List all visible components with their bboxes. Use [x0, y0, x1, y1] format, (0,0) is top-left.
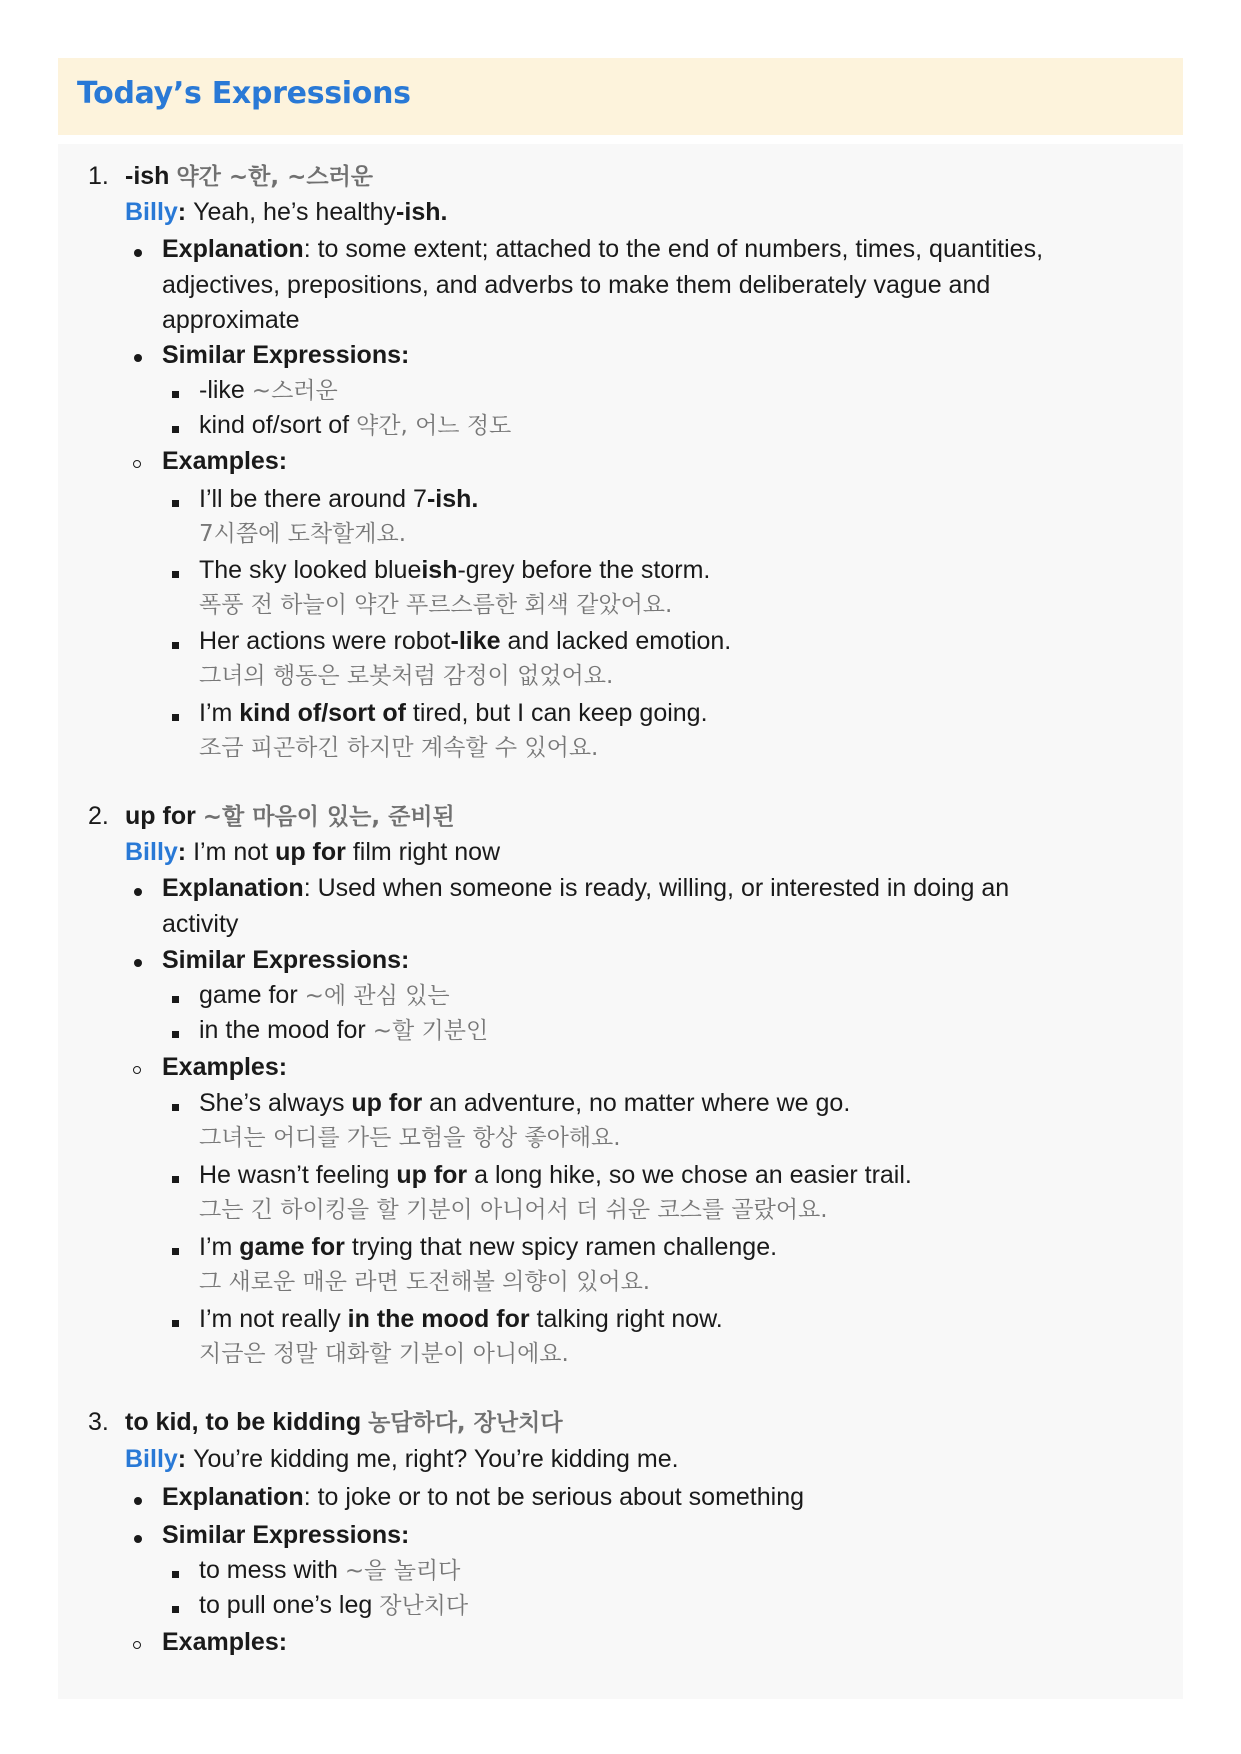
item-number: 1.: [88, 162, 109, 190]
bullet-square: [172, 1176, 179, 1183]
dialogue-line: Billy: You’re kidding me, right? You’re kidding me.: [125, 1445, 679, 1473]
explanation-cont: approximate: [162, 306, 300, 334]
dialogue-text: Yeah, he’s healthy: [193, 198, 397, 226]
bullet-square: [172, 1606, 179, 1613]
similar-item: [199, 407, 511, 444]
examples-label: Examples:: [162, 447, 288, 475]
example-text: trying that new spicy ramen challenge.: [344, 1233, 778, 1261]
example-bold: ish: [421, 556, 458, 584]
example-translation: 7시쯤에 도착할게요.: [199, 521, 406, 547]
bullet-square: [172, 1248, 179, 1255]
example-text: I’ll be there around 7: [199, 485, 427, 513]
similar-en: -like: [199, 376, 245, 404]
similar-item: [199, 1552, 460, 1589]
term-korean: 약간 ~한, ~스러운: [176, 164, 374, 190]
bullet-square: [172, 391, 179, 398]
similar-label: Similar Expressions:: [162, 946, 410, 974]
dialogue-bold: up for: [275, 838, 346, 866]
bullet-square: [172, 500, 179, 507]
example-text: I’m: [199, 1233, 240, 1261]
bullet-square: [172, 571, 179, 578]
example-text: I’m: [199, 699, 240, 727]
term: to kid, to be kidding: [125, 1408, 362, 1436]
similar-en: in the mood for: [199, 1016, 366, 1044]
example-bold: -like: [450, 627, 501, 655]
example-translation: 조금 피곤하긴 하지만 계속할 수 있어요.: [199, 735, 599, 761]
term: -ish: [125, 162, 170, 190]
explanation-text: Used when someone is ready, willing, or interested in doing an: [317, 874, 1010, 902]
explanation-label: Explanation: [162, 235, 304, 263]
example-text: He wasn’t feeling: [199, 1161, 397, 1189]
bullet-disc: [134, 249, 142, 257]
speaker-name: Billy: [125, 1445, 178, 1473]
similar-kr: ~스러운: [251, 378, 338, 404]
example-text: -grey before the storm.: [457, 556, 711, 584]
term-korean: ~할 마음이 있는, 준비된: [202, 804, 455, 830]
item-heading: [125, 798, 455, 835]
example-sentence: [199, 1301, 723, 1337]
dialogue-line: Billy: I’m not up for film right now: [125, 838, 501, 866]
example-bold: -ish.: [426, 485, 479, 513]
bullet-disc: [134, 959, 142, 967]
similar-item: [199, 372, 338, 409]
bullet-circle: [133, 460, 141, 468]
example-translation: 그는 긴 하이킹을 할 기분이 아니어서 더 쉬운 코스를 골랐어요.: [199, 1197, 828, 1223]
similar-item: [199, 1587, 468, 1624]
example-bold: in the mood for: [347, 1305, 530, 1333]
bullet-disc: [134, 1497, 142, 1505]
example-sentence: [199, 481, 478, 517]
example-translation: 그 새로운 매운 라면 도전해볼 의향이 있어요.: [199, 1269, 651, 1295]
examples-label: Examples:: [162, 1053, 288, 1081]
similar-kr: ~할 기분인: [372, 1018, 489, 1044]
example-text: I’m not really: [199, 1305, 348, 1333]
example-sentence: [199, 1229, 777, 1265]
bullet-disc: [134, 888, 142, 896]
example-sentence: [199, 695, 708, 731]
example-translation: 그녀는 어디를 가든 모험을 항상 좋아해요.: [199, 1125, 621, 1151]
similar-kr: 장난치다: [379, 1593, 469, 1619]
bullet-square: [172, 1571, 179, 1578]
explanation-text: to some extent; attached to the end of numbers, times, quantities,: [317, 235, 1044, 263]
page-title: Today’s Expressions: [77, 76, 411, 111]
example-text: talking right now.: [529, 1305, 723, 1333]
example-text: The sky looked blue: [199, 556, 422, 584]
similar-kr: ~에 관심 있는: [304, 983, 450, 1009]
bullet-disc: [134, 1535, 142, 1543]
example-bold: up for: [396, 1161, 468, 1189]
dialogue-text: You’re kidding me, right? You’re kidding me.: [193, 1445, 679, 1473]
example-text: an adventure, no matter where we go.: [422, 1089, 851, 1117]
dialogue-bold: -ish.: [396, 198, 448, 226]
similar-label: Similar Expressions:: [162, 341, 410, 369]
similar-en: kind of/sort of: [199, 411, 350, 439]
bullet-circle: [133, 1641, 141, 1649]
explanation-label: Explanation: [162, 874, 304, 902]
similar-item: [199, 1012, 488, 1049]
explanation-label: Explanation: [162, 1483, 304, 1511]
example-bold: kind of/sort of: [239, 699, 406, 727]
dialogue-line: Billy: Yeah, he’s healthy-ish.: [125, 198, 448, 226]
example-sentence: [199, 623, 731, 659]
item-number: 2.: [88, 802, 109, 830]
explanation-text: to joke or to not be serious about something: [317, 1483, 805, 1511]
similar-label: Similar Expressions:: [162, 1521, 410, 1549]
bullet-square: [172, 996, 179, 1003]
term-korean: 농담하다, 장난치다: [368, 1410, 563, 1436]
example-bold: up for: [351, 1089, 423, 1117]
example-text: tired, but I can keep going.: [405, 699, 708, 727]
example-bold: game for: [239, 1233, 345, 1261]
example-sentence: [199, 1085, 850, 1121]
similar-kr: ~을 놀리다: [344, 1558, 461, 1584]
example-translation: 지금은 정말 대화할 기분이 아니에요.: [199, 1341, 569, 1367]
example-text: She’s always: [199, 1089, 352, 1117]
similar-en: to mess with: [199, 1556, 338, 1584]
bullet-square: [172, 1320, 179, 1327]
similar-item: [199, 977, 450, 1014]
explanation-cont: adjectives, prepositions, and adverbs to make them deliberately vague and: [162, 271, 991, 299]
bullet-disc: [134, 354, 142, 362]
explanation-line: Explanation: to some extent; attached to the end of numbers, times, quantities,: [162, 235, 1044, 263]
speaker-name: Billy: [125, 198, 178, 226]
bullet-circle: [133, 1066, 141, 1074]
example-sentence: [199, 552, 710, 588]
term: up for: [125, 802, 196, 830]
bullet-square: [172, 642, 179, 649]
explanation-line: Explanation: Used when someone is ready, willing, or interested in doing an: [162, 874, 1010, 902]
example-sentence: [199, 1157, 912, 1193]
similar-kr: 약간, 어느 정도: [356, 413, 512, 439]
dialogue-text: film right now: [345, 838, 501, 866]
explanation-line: Explanation: to joke or to not be serious about something: [162, 1483, 805, 1511]
example-translation: 폭풍 전 하늘이 약간 푸르스름한 회색 같았어요.: [199, 592, 673, 618]
bullet-square: [172, 426, 179, 433]
bullet-square: [172, 1031, 179, 1038]
example-text: and lacked emotion.: [500, 627, 732, 655]
bullet-square: [172, 1104, 179, 1111]
speaker-name: Billy: [125, 838, 178, 866]
example-text: Her actions were robot: [199, 627, 451, 655]
item-number: 3.: [88, 1408, 109, 1436]
item-heading: [125, 158, 373, 195]
example-translation: 그녀의 행동은 로봇처럼 감정이 없었어요.: [199, 663, 614, 689]
explanation-cont: activity: [162, 910, 239, 938]
dialogue-text: I’m not: [193, 838, 276, 866]
similar-en: game for: [199, 981, 298, 1009]
header-banner: [58, 58, 1183, 135]
bullet-square: [172, 714, 179, 721]
examples-label: Examples:: [162, 1628, 288, 1656]
example-text: a long hike, so we chose an easier trail.: [467, 1161, 912, 1189]
item-heading: [125, 1404, 563, 1441]
similar-en: to pull one’s leg: [199, 1591, 373, 1619]
